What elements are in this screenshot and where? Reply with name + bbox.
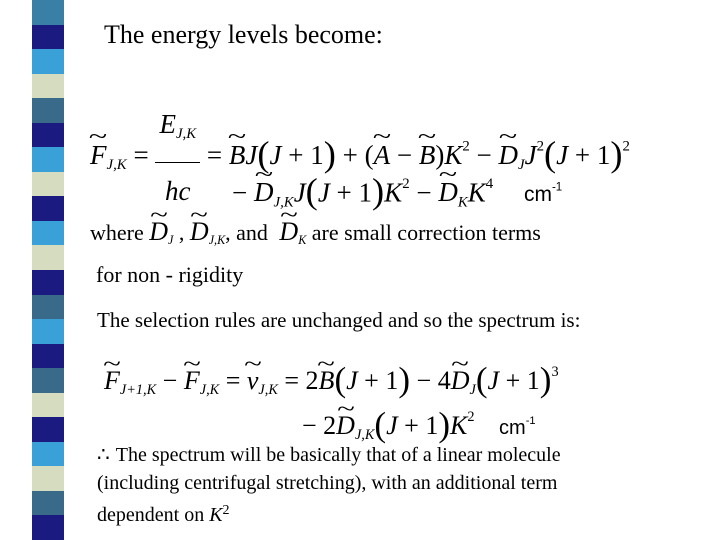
stripe-block [32, 172, 64, 197]
therefore-symbol: ∴ [97, 444, 110, 466]
equation-2-line-2: − 2~ $D_{J,K}(J + 1)K^2$ $cm^{-1}$ [302, 397, 535, 455]
conclusion-line-2: (including centrifugal stretching), with an additional term [97, 472, 558, 494]
selection-rules-text: The selection rules are unchanged and so the spectrum is: [97, 308, 581, 332]
stripe-block [32, 344, 64, 369]
stripe-block [32, 295, 64, 320]
stripe-block [32, 466, 64, 491]
stripe-block [32, 196, 64, 221]
decorative-stripe [32, 0, 64, 540]
stripe-block [32, 368, 64, 393]
slide-title: The energy levels become: [104, 20, 383, 49]
stripe-block [32, 491, 64, 516]
stripe-block [32, 393, 64, 418]
stripe-block [32, 74, 64, 99]
stripe-block [32, 245, 64, 270]
where-line: where ~ $D_J$ , ~ $D_{J,K}$, and ~ $D_K$ are small correction terms [90, 214, 541, 258]
stripe-block [32, 25, 64, 50]
equation-2-line-1: ~ $F_{J+1,K}$ − ~ $F_{J,K}$ = ~ $\nu_{J,K}$ = 2~ B(J + 1) − 4~ $D_J(J + 1)^3$ [104, 352, 559, 410]
non-rigidity-line: for non - rigidity [96, 262, 244, 287]
stripe-block [32, 49, 64, 74]
stripe-block [32, 442, 64, 467]
stripe-block [32, 123, 64, 148]
stripe-block [32, 319, 64, 344]
equation-1-line-1: ~ $F_{J,K}$ = $\frac{E_{J,K}}{hc}$ = ~ BJ(J + 1) + (~ A − ~ $B)K^2$ − ~ $D_JJ^2(J + 1)^2$ [90, 96, 630, 156]
stripe-block [32, 515, 64, 540]
stripe-block [32, 417, 64, 442]
conclusion-line-1: ∴ The spectrum will be basically that of a linear molecule [97, 444, 561, 466]
conclusion-line-3: dependent on $K^2$ [97, 503, 230, 526]
stripe-block [32, 147, 64, 172]
stripe-block [32, 270, 64, 295]
stripe-block [32, 98, 64, 123]
stripe-block [32, 221, 64, 246]
stripe-block [32, 0, 64, 25]
equation-1-line-2: − ~ $D_{J,K}J(J + 1)K^2$ − ~ $D_KK^4$ $cm^{-1}$ [232, 164, 562, 223]
